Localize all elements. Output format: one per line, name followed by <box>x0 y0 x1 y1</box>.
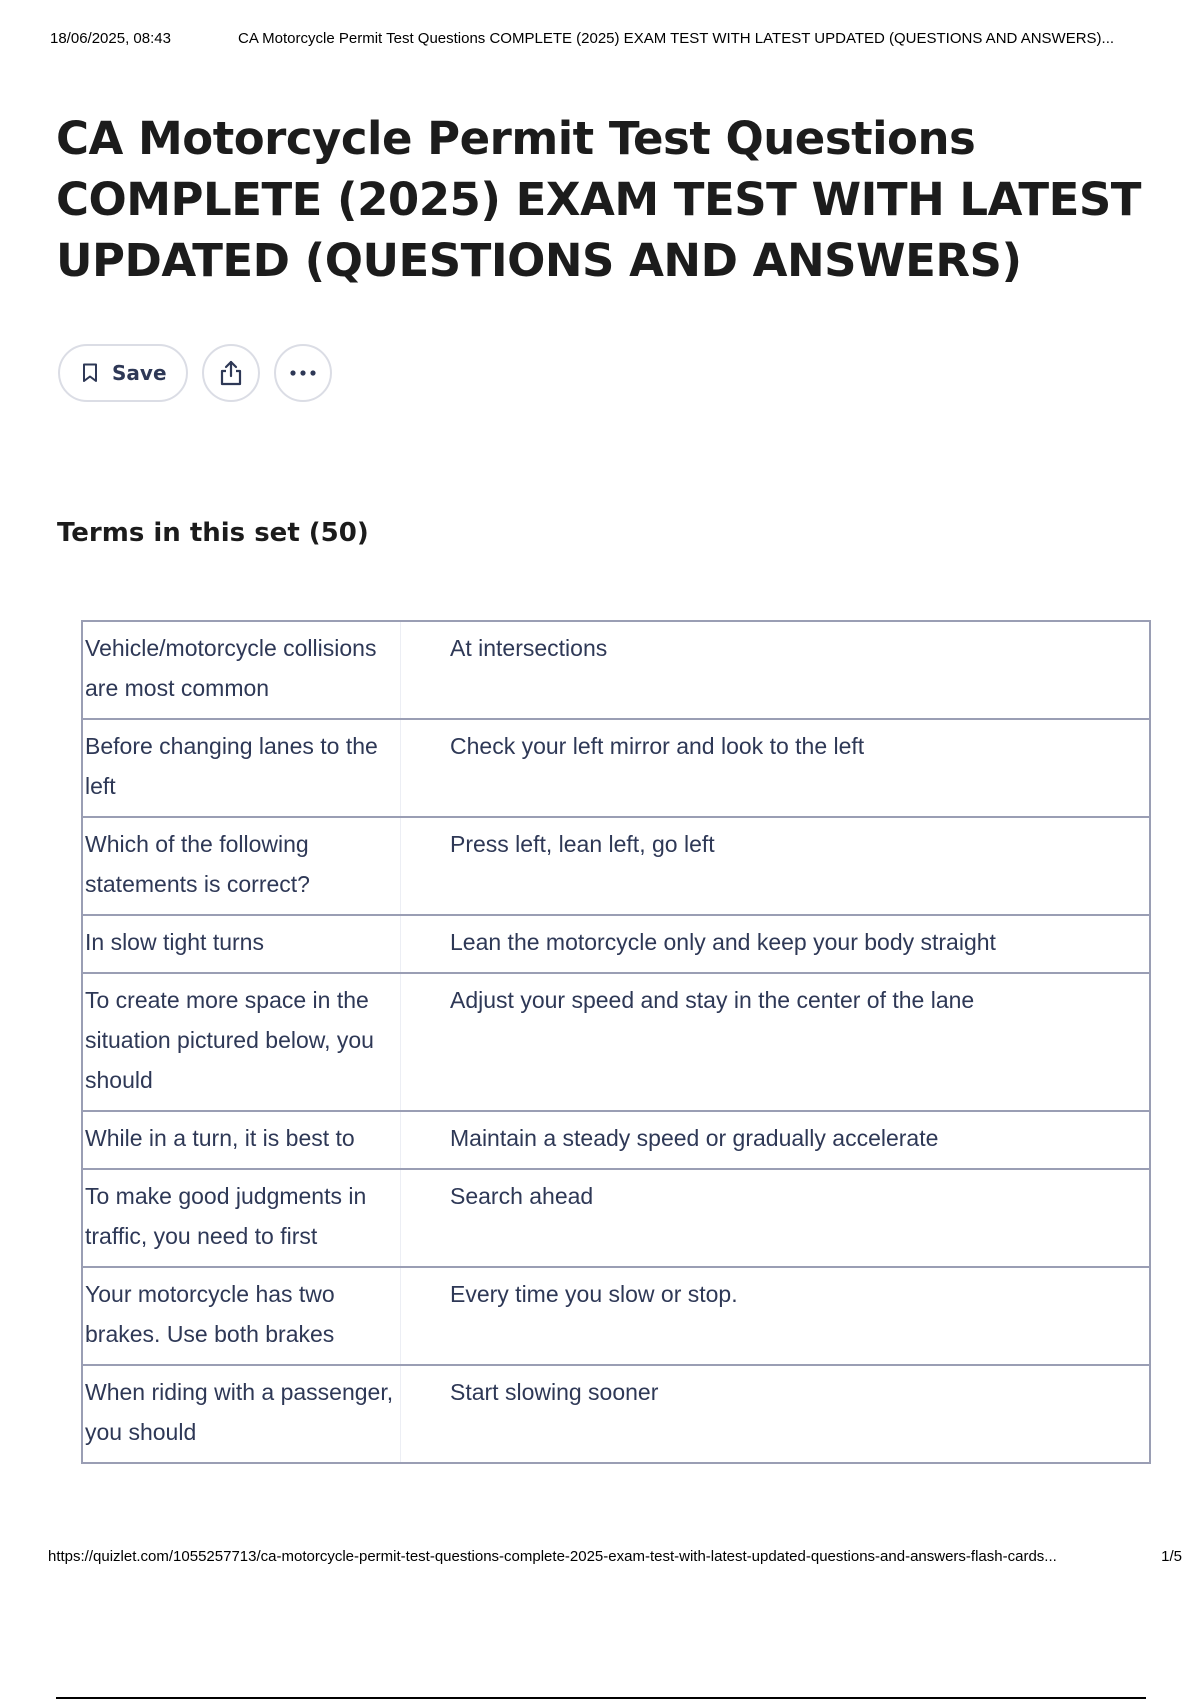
share-button[interactable] <box>202 344 260 402</box>
more-options-button[interactable] <box>274 344 332 402</box>
save-button[interactable] <box>58 344 188 402</box>
definition-text: Press left, lean left, go left <box>450 831 715 857</box>
print-footer <box>48 1548 1186 1568</box>
term-text: In slow tight turns <box>83 916 401 972</box>
bookmark-icon <box>82 363 98 383</box>
print-timestamp: 18/06/2025, 08:43 <box>50 30 171 47</box>
table-row <box>82 817 1150 915</box>
term-text: To create more space in the situation pictured below, you should <box>83 974 401 1110</box>
term-text: When riding with a passenger, you should <box>83 1366 401 1462</box>
definition-text: Adjust your speed and stay in the center of the lane <box>450 987 975 1013</box>
table-row <box>82 719 1150 817</box>
share-icon <box>218 359 244 387</box>
terms-heading: Terms in this set (50) <box>57 518 369 548</box>
print-header <box>50 30 1186 50</box>
term-text: While in a turn, it is best to <box>83 1112 401 1168</box>
table-row <box>82 1365 1150 1463</box>
page-title: CA Motorcycle Permit Test Questions COMPLETE (2025) EXAM TEST WITH LATEST UPDATED (QUESTIONS AND ANSWERS) <box>56 112 1141 287</box>
table-row <box>82 1111 1150 1169</box>
term-text: Which of the following statements is correct? <box>83 818 401 914</box>
page-number: 1/5 <box>1161 1548 1182 1565</box>
page-url: https://quizlet.com/1055257713/ca-motorcycle-permit-test-questions-complete-2025-exam-test-with-latest-updated-questions-and-answers-flash-cards... <box>48 1548 1057 1565</box>
definition-text: Search ahead <box>450 1183 594 1209</box>
terms-table <box>81 620 1151 1464</box>
more-icon <box>289 369 317 377</box>
term-text: Vehicle/motorcycle collisions are most common <box>83 622 401 718</box>
table-row <box>82 915 1150 973</box>
definition-text: Start slowing sooner <box>450 1379 659 1405</box>
table-row <box>82 973 1150 1111</box>
term-text: Before changing lanes to the left <box>83 720 401 816</box>
table-row <box>82 1169 1150 1267</box>
divider <box>56 1697 1146 1699</box>
term-text: Your motorcycle has two brakes. Use both brakes <box>83 1268 401 1364</box>
table-row <box>82 621 1150 719</box>
action-bar <box>58 343 332 403</box>
term-text: To make good judgments in traffic, you need to first <box>83 1170 401 1266</box>
definition-text: Every time you slow or stop. <box>450 1281 738 1307</box>
table-row <box>82 1267 1150 1365</box>
print-document-title: CA Motorcycle Permit Test Questions COMPLETE (2025) EXAM TEST WITH LATEST UPDATED (QUESTIONS AND ANSWERS)... <box>238 30 1115 47</box>
definition-text: At intersections <box>450 635 608 661</box>
definition-text: Lean the motorcycle only and keep your body straight <box>450 929 996 955</box>
save-label: Save <box>112 361 167 385</box>
definition-text: Check your left mirror and look to the left <box>450 733 865 759</box>
definition-text: Maintain a steady speed or gradually accelerate <box>450 1125 939 1151</box>
